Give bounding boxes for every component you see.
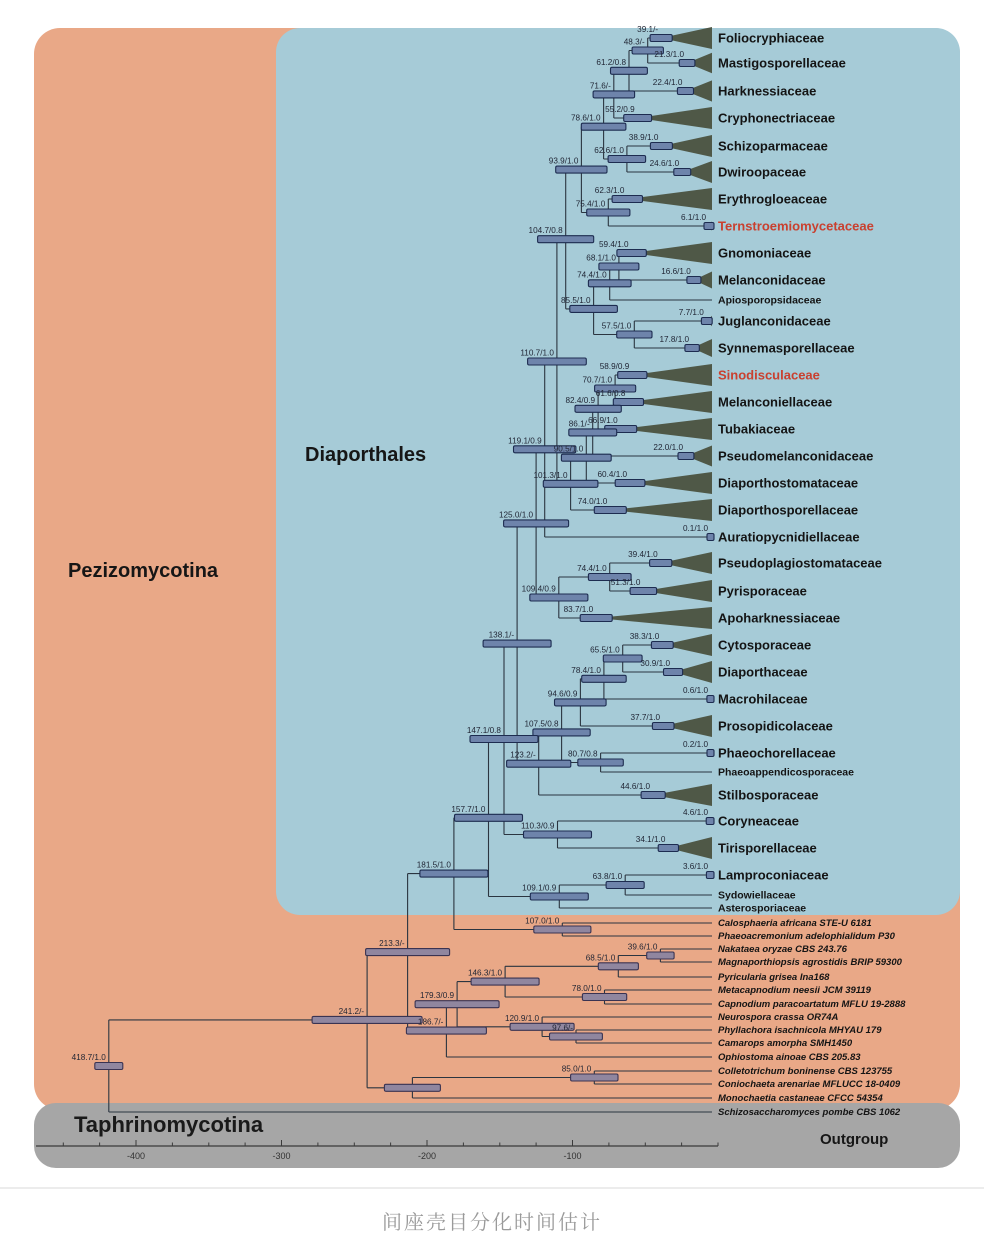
tip-label: Ophiostoma ainoae CBS 205.83 [718,1052,861,1063]
node-age-label: 418.7/1.0 [71,1053,106,1062]
node-age-bar [587,209,630,216]
node-age-bar [679,60,695,67]
node-age-label: 61.2/0.8 [596,57,626,67]
node-age-label: 68.5/1.0 [585,953,616,963]
node-age-label: 123.2/- [510,750,536,760]
node-age-label: 74.4/1.0 [577,564,607,573]
tip-label: Nakataea oryzae CBS 243.76 [718,944,847,955]
node-age-bar [647,952,674,959]
node-age-label: 78.4/1.0 [571,665,601,675]
tip-label: Schizoparmaceae [718,138,828,154]
node-age-label: 94.6/0.9 [547,689,578,699]
node-age-label: 0.2/1.0 [682,740,708,749]
tip-label: Harknessiaceae [718,83,817,99]
tip-label: Macrohilaceae [718,691,808,707]
node-age-bar [528,358,587,365]
node-age-label: 39.1/- [637,25,659,34]
bottom-divider [0,1187,984,1189]
tree-branch [412,1078,712,1099]
node-age-bar [652,723,674,730]
node-age-label: 146.3/1.0 [467,968,503,978]
node-age-bar [677,88,693,95]
node-age-label: 78.0/1.0 [571,984,602,993]
node-age-bar [598,963,638,970]
node-age-label: 125.0/1.0 [498,510,534,520]
node-age-bar [550,1033,603,1040]
node-age-bar [582,994,626,1001]
node-age-bar [507,760,571,767]
node-age-bar [420,870,488,877]
node-age-label: 186.7/- [417,1017,444,1027]
node-age-label: 38.3/1.0 [629,632,660,641]
node-age-label: 44.6/1.0 [620,782,651,791]
tip-label: Capnodium paracoartatum MFLU 19-2888 [718,999,906,1010]
node-age-bar [651,642,673,649]
tip-label: Foliocryphiaceae [718,30,825,46]
node-age-label: 86.1/- [568,419,590,429]
node-age-label: 107.5/0.8 [524,719,559,729]
axis-tick-label: -400 [126,1151,146,1161]
node-age-label: 21.3/1.0 [654,50,684,59]
node-age-bar [612,196,642,203]
diaporthales-label: Diaporthales [305,444,427,466]
node-age-bar [687,277,701,284]
node-age-bar [538,236,594,243]
node-age-bar [504,520,569,527]
node-age-bar [555,699,607,706]
node-age-label: 17.8/1.0 [659,335,690,344]
node-age-label: 62.3/1.0 [594,186,625,195]
node-age-label: 37.7/1.0 [630,713,661,722]
node-age-bar [704,223,714,230]
node-age-label: 120.9/1.0 [504,1013,540,1023]
tip-label: Phaeoappendicosporaceae [718,766,854,779]
tip-label: Melanconidaceae [718,272,826,288]
tip-label: Tirisporellaceae [718,840,817,856]
node-age-bar [575,405,621,412]
node-age-bar [580,615,612,622]
node-age-bar [470,736,538,743]
node-age-label: 74.4/1.0 [577,270,607,280]
tip-label: Neurospora crassa OR74A [718,1012,839,1023]
axis-tick-label: -200 [417,1151,437,1161]
node-age-bar [312,1016,422,1023]
node-age-bar [707,696,714,703]
node-age-label: 60.4/1.0 [597,470,628,479]
node-age-label: 59.4/1.0 [599,240,629,249]
node-age-bar [471,978,539,985]
node-age-label: 68.1/1.0 [586,253,616,263]
tip-label: Ternstroemiomycetaceae [718,218,874,234]
node-age-bar [582,675,627,682]
node-age-label: 61.6/0.8 [595,389,626,398]
tip-label: Prosopidicolaceae [718,718,833,734]
tip-label: Colletotrichum boninense CBS 123755 [718,1066,893,1077]
axis-tick-label: -100 [563,1151,582,1161]
node-age-label: 138.1/- [488,630,515,640]
node-age-label: 70.7/1.0 [582,375,613,385]
node-age-label: 4.6/1.0 [682,808,708,817]
figure-caption: 间座壳目分化时间估计 [382,1212,602,1234]
tip-label: Diaporthosporellaceae [718,502,859,518]
tip-label: Calosphaeria africana STE-U 6181 [718,918,872,929]
tip-label: Lamproconiaceae [718,867,829,883]
node-age-label: 147.1/0.8 [466,726,501,735]
node-age-label: 16.6/1.0 [661,267,691,276]
node-age-bar [618,372,647,379]
node-age-bar [599,263,639,270]
node-age-label: 181.5/1.0 [416,860,451,870]
node-age-bar [581,123,626,130]
node-age-bar [707,534,714,541]
node-age-label: 85.0/1.0 [561,1064,592,1074]
tip-label: Metacapnodium neesii JCM 39119 [718,985,871,996]
node-age-label: 0.1/1.0 [682,524,708,533]
tip-label: Monochaetia castaneae CFCC 54354 [718,1093,883,1104]
node-age-label: 7.7/1.0 [678,308,704,317]
node-age-label: 101.3/1.0 [533,470,568,480]
node-age-label: 119.1/0.9 [508,436,542,446]
node-age-bar [366,949,450,956]
node-age-label: 213.3/- [379,939,405,949]
clade-triangle [596,607,712,629]
node-age-bar [561,454,611,461]
node-age-label: 34.1/1.0 [635,835,666,844]
node-age-bar [455,814,523,821]
node-age-label: 109.1/0.9 [522,883,557,893]
node-age-bar [608,156,646,163]
node-age-bar [415,1001,499,1008]
node-age-bar [594,507,626,514]
node-age-bar [630,588,657,595]
node-age-bar [658,845,678,852]
node-age-label: 179.3/0.9 [419,991,455,1001]
node-age-bar [701,318,712,325]
node-age-label: 110.7/1.0 [520,348,554,358]
node-age-label: 39.4/1.0 [628,550,658,559]
node-age-label: 97.6/- [552,1023,573,1033]
node-age-label: 55.2/0.9 [605,105,635,114]
tip-label: Pyrisporaceae [718,583,807,599]
node-age-bar [641,792,665,799]
node-age-label: 110.3/0.9 [520,821,555,831]
tip-label: Erythrogloeaceae [718,191,828,207]
node-age-label: 74.0/1.0 [577,497,608,506]
node-age-label: 109.4/0.9 [521,584,556,594]
tip-label: Phaeoacremonium adelophialidum P30 [718,931,895,942]
tip-label: Apoharknessiaceae [718,610,841,626]
tip-label: Apiosporopsidaceae [718,294,822,307]
tip-label: Sydowiellaceae [718,889,796,902]
node-age-label: 57.5/1.0 [601,321,632,331]
tip-label: Diaporthostomataceae [718,475,859,491]
tip-label: Pseudomelanconidaceae [718,448,874,464]
node-age-bar [706,872,714,879]
node-age-bar [706,818,714,825]
tip-label: Pyricularia grisea Ina168 [718,972,830,983]
tip-label: Camarops amorpha SMH1450 [718,1038,853,1049]
node-age-bar [570,305,618,312]
node-age-label: 24.6/1.0 [649,159,680,168]
tip-label: Tubakiaceae [718,421,796,437]
tip-label: Sinodisculaceae [718,367,820,383]
node-age-bar [524,831,592,838]
node-age-label: 66.9/1.0 [588,416,618,425]
node-age-label: 63.8/1.0 [592,872,623,881]
node-age-bar [650,560,672,567]
tip-label: Phyllachora isachnicola MHYAU 179 [718,1025,882,1036]
node-age-bar [611,67,648,74]
node-age-bar [624,115,652,122]
tip-label: Schizosaccharomyces pombe CBS 1062 [718,1107,901,1118]
tip-label: Juglanconidaceae [718,313,831,329]
node-age-label: 22.0/1.0 [653,443,683,452]
node-age-label: 0.6/1.0 [682,686,708,695]
node-age-bar [685,345,699,352]
node-age-bar [533,729,590,736]
node-age-bar [613,399,643,406]
tip-label: Cytosporaceae [718,637,812,653]
pezizomycotina-label: Pezizomycotina [68,560,219,582]
node-age-label: 90.5/1.0 [553,444,584,454]
node-age-bar [650,143,672,150]
node-age-label: 157.7/1.0 [451,804,486,814]
node-age-bar [707,750,714,757]
tip-label: Mastigosporellaceae [718,55,846,71]
node-age-label: 71.6/- [589,81,611,91]
node-age-bar [483,640,551,647]
node-age-label: 51.3/1.0 [610,578,641,587]
node-age-bar [674,169,691,176]
node-age-label: 58.9/0.9 [599,362,630,371]
node-age-bar [384,1084,440,1091]
tip-label: Diaporthaceae [718,664,808,680]
node-age-bar [406,1027,486,1034]
outgroup-label: Outgroup [820,1131,889,1148]
node-age-label: 30.9/1.0 [640,659,670,668]
node-age-label: 3.6/1.0 [682,862,708,871]
node-age-label: 241.2/- [338,1006,365,1016]
taphrinomycotina-label: Taphrinomycotina [74,1112,264,1137]
node-age-bar [593,91,635,98]
node-age-bar [556,166,607,173]
tip-label: Stilbosporaceae [718,787,819,803]
node-age-bar [650,35,672,42]
node-age-label: 75.4/1.0 [575,199,606,209]
node-age-bar [578,759,624,766]
tip-label: Coryneaceae [718,813,799,829]
node-age-label: 22.4/1.0 [652,78,683,87]
node-age-label: 83.7/1.0 [563,605,594,614]
node-age-bar [664,669,683,676]
node-age-bar [569,429,617,436]
tip-label: Asterosporiaceae [718,902,807,915]
node-age-bar [588,280,631,287]
node-age-bar [534,926,591,933]
node-age-label: 80.7/0.8 [568,749,598,759]
node-age-bar [95,1063,123,1070]
node-age-bar [530,893,588,900]
node-age-bar [615,480,645,487]
tip-label: Cryphonectriaceae [718,110,836,126]
tip-label: Synnemasporellaceae [718,340,855,356]
node-age-label: 104.7/0.8 [528,226,563,236]
axis-tick-label: -300 [272,1151,291,1161]
node-age-label: 82.4/0.9 [565,395,596,405]
node-age-bar [543,480,598,487]
node-age-label: 39.6/1.0 [627,942,658,952]
node-age-label: 78.6/1.0 [571,113,601,123]
node-age-bar [603,655,642,662]
node-age-label: 38.9/1.0 [628,133,659,142]
tip-label: Coniochaeta arenariae MFLUCC 18-0409 [718,1079,901,1090]
node-age-label: 65.5/1.0 [590,645,620,655]
node-age-label: 107.0/1.0 [525,916,560,926]
node-age-bar [617,250,646,257]
node-age-bar [678,453,694,460]
node-age-label: 48.3/- [623,37,645,47]
tip-label: Magnaporthiopsis agrostidis BRIP 59300 [718,957,902,968]
tip-label: Auratiopycnidiellaceae [718,529,860,545]
node-age-label: 85.5/1.0 [561,295,591,305]
tip-label: Pseudoplagiostomataceae [718,555,882,571]
node-age-bar [571,1074,618,1081]
node-age-bar [606,882,644,889]
node-age-label: 93.9/1.0 [548,156,579,166]
tip-label: Gnomoniaceae [718,245,812,261]
node-age-label: 6.1/1.0 [681,213,707,222]
node-age-bar [617,331,652,338]
node-age-bar [530,594,588,601]
tip-label: Dwiroopaceae [718,164,807,180]
node-age-label: 62.6/1.0 [594,146,624,155]
tip-label: Melanconiellaceae [718,394,833,410]
tip-label: Phaeochorellaceae [718,745,836,761]
